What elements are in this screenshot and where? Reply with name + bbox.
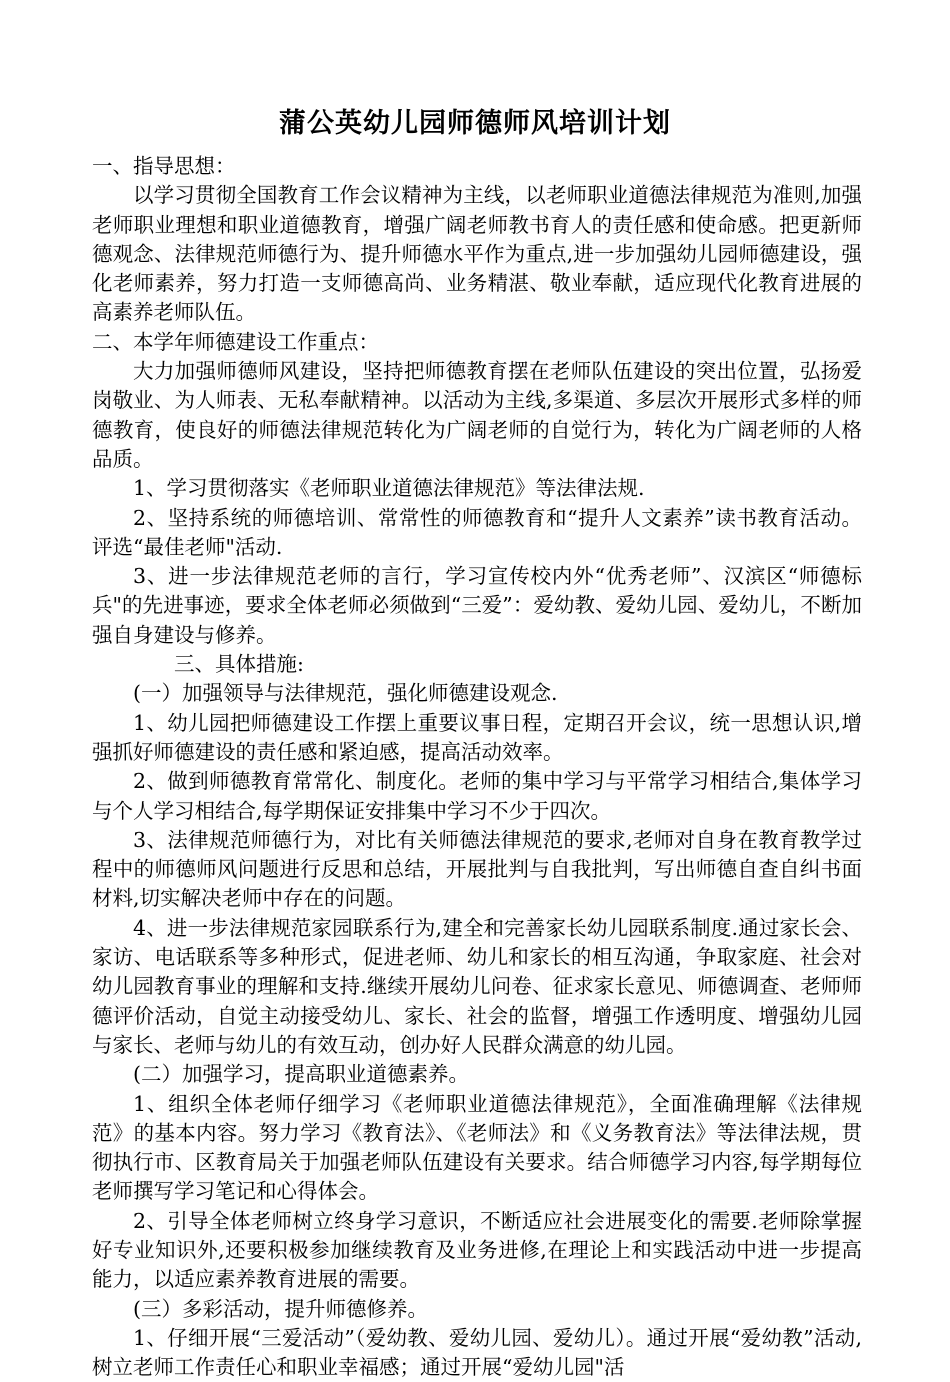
subheading-learning: (二）加强学习，提高职业道德素养。 xyxy=(133,1062,469,1087)
paragraph-leadership-item-2: 2、做到师德教育常常化、制度化。老师的集中学习与平常学习相结合,集体学习与个人学习相结合,每学期保证安排集中学习不少于四次。 xyxy=(92,769,862,823)
paragraph-focus-item-1: 1、学习贯彻落实《老师职业道德法律规范》等法律法规. xyxy=(133,476,645,501)
subheading-activities: (三）多彩活动，提升师德修养。 xyxy=(133,1296,428,1321)
document-body xyxy=(92,152,862,1382)
paragraph-guiding-thought: 以学习贯彻全国教育工作会议精神为主线，以老师职业道德法律规范为准则,加强老师职业理想和职业道德教育，增强广阔老师教书育人的责任感和使命感。把更新师德观念、法律规范师德行为、提升师德水平作为重点,进一步加强幼儿园师德建设，强化老师素养，努力打造一支师德高尚、业务精湛、敬业奉献，适应现代化教育进展的高素养老师队伍。 xyxy=(92,183,862,325)
heading-work-focus: 二、本学年师德建设工作重点： xyxy=(92,329,379,354)
heading-guiding-thought: 一、指导思想： xyxy=(92,154,236,178)
paragraph-learning-item-2: 2、引导全体老师树立终身学习意识，不断适应社会进展变化的需要.老师除掌握好专业知识外,还要积极参加继续教育及业务进修,在理论上和实践活动中进一步提高能力，以适应素养教育进展的需要。 xyxy=(92,1208,862,1292)
paragraph-leadership-item-4: 4、进一步法律规范家园联系行为,建全和完善家长幼儿园联系制度.通过家长会、家访、电话联系等多种形式，促进老师、幼儿和家长的相互沟通，争取家庭、社会对幼儿园教育事业的理解和支持.继续开展幼儿问卷、征求家长意见、师德调查、老师师德评价活动，自觉主动接受幼儿、家长、社会的监督，增强工作透明度、增强幼儿园与家长、老师与幼儿的有效互动，创办好人民群众满意的幼儿园。 xyxy=(92,915,862,1057)
subheading-leadership: (一）加强领导与法律规范，强化师德建设观念. xyxy=(133,681,558,706)
paragraph-leadership-item-1: 1、幼儿园把师德建设工作摆上重要议事日程，定期召开会议，统一思想认识,增强抓好师德建设的责任感和紧迫感，提高活动效率。 xyxy=(92,710,862,764)
paragraph-focus-item-2: 2、坚持系统的师德培训、常常性的师德教育和“提升人文素养”读书教育活动。评选“最佳老师"活动. xyxy=(92,505,862,559)
paragraph-activities-item-1: 1、仔细开展“三爱活动”（爱幼教、爱幼儿园、爱幼儿）。通过开展“爱幼教”活动,树立老师工作责任心和职业幸福感；通过开展“爱幼儿园"活 xyxy=(92,1325,862,1380)
paragraph-work-focus: 大力加强师德师风建设，坚持把师德教育摆在老师队伍建设的突出位置，弘扬爱岗敬业、为人师表、无私奉献精神。以活动为主线,多渠道、多层次开展形式多样的师德教育，使良好的师德法律规范转化为广阔老师的自觉行为，转化为广阔老师的人格品质。 xyxy=(92,359,862,471)
document-title: 蒲公英幼儿园师德师风培训计划 xyxy=(279,108,671,139)
heading-measures: 三、具体措施: xyxy=(174,652,304,677)
paragraph-leadership-item-3: 3、法律规范师德行为，对比有关师德法律规范的要求,老师对自身在教育教学过程中的师德师风问题进行反思和总结，开展批判与自我批判，写出师德自查自纠书面材料,切实解决老师中存在的问题。 xyxy=(92,827,862,911)
paragraph-focus-item-3: 3、进一步法律规范老师的言行，学习宣传校内外“优秀老师”、汉滨区“师德标兵"的先进事迹，要求全体老师必须做到“三爱”：爱幼教、爱幼儿园、爱幼儿，不断加强自身建设与修养。 xyxy=(92,564,862,647)
paragraph-learning-item-1: 1、组织全体老师仔细学习《老师职业道德法律规范》，全面准确理解《法律规范》的基本内容。努力学习《教育法》、《老师法》和《义务教育法》等法律法规，贯彻执行市、区教育局关于加强老师队伍建设有关要求。结合师德学习内容,每学期每位老师撰写学习笔记和心得体会。 xyxy=(92,1091,862,1204)
